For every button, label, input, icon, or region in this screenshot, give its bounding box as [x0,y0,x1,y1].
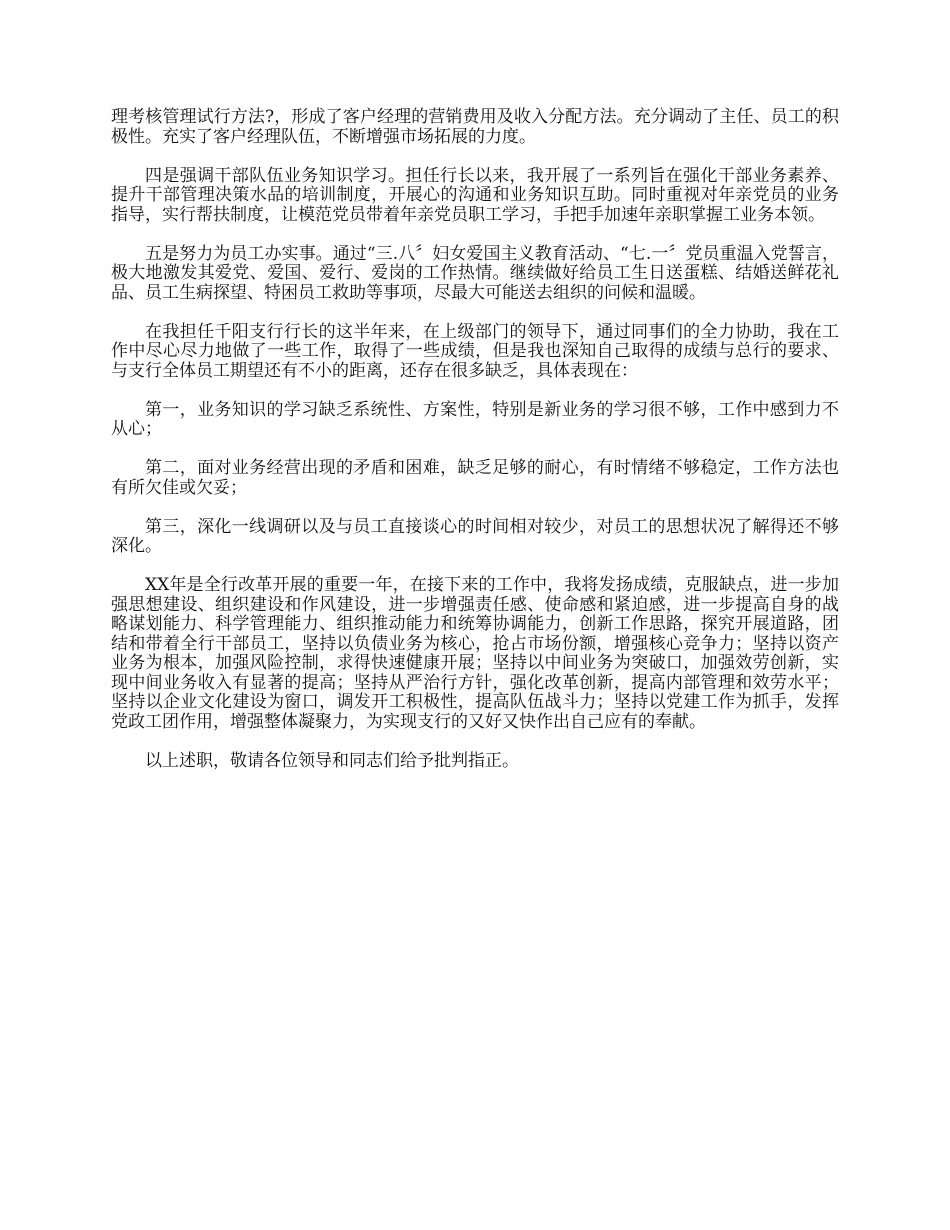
paragraph-employee-care: 五是努力为员工办实事。通过“三.八〞妇女爱国主义教育活动、“七.一〞党员重温入党誓言，极大地激发其爱党、爱国、爱行、爱岗的工作热情。继续做好给员工生日送蛋糕、结婚送鲜花礼品、员工生病探望、特困员工救助等事项，尽最大可能送去组织的问候和温暖。 [111,243,839,303]
document-body [111,108,839,791]
paragraph-shortcoming-1: 第一，业务知识的学习缺乏系统性、方案性，特别是新业务的学习很不够，工作中感到力不从心； [111,399,839,439]
paragraph-future-plan: XX年是全行改革开展的重要一年，在接下来的工作中，我将发扬成绩，克服缺点，进一步加强思想建设、组织建设和作风建设，进一步增强责任感、使命感和紧迫感，进一步提高自身的战略谋划能力、科学管理能力、组织推动能力和统筹协调能力，创新工作思路，探究开展道路，团结和带着全行干部员工，坚持以负债业务为核心，抢占市场份额，增强核心竞争力；坚持以资产业务为根本，加强风险控制，求得快速健康开展；坚持以中间业务为突破口，加强效劳创新，实现中间业务收入有显著的提高；坚持从严治行方针，强化改革创新，提高内部管理和效劳水平；坚持以企业文化建设为窗口，调发开工积极性，提高队伍战斗力；坚持以党建工作为抓手，发挥党政工团作用，增强整体凝聚力，为实现支行的又好又快作出自己应有的奉献。 [111,575,839,732]
paragraph-self-assessment: 在我担任千阳支行行长的这半年来，在上级部门的领导下，通过同事们的全力协助，我在工作中尽心尽力地做了一些工作，取得了一些成绩，但是我也深知自己取得的成绩与总行的要求、与支行全体员工期望还有不小的距离，还存在很多缺乏，具体表现在： [111,321,839,381]
paragraph-shortcoming-2: 第二，面对业务经营出现的矛盾和困难，缺乏足够的耐心，有时情绪不够稳定，工作方法也有所欠佳或欠妥； [111,458,839,498]
paragraph-shortcoming-3: 第三，深化一线调研以及与员工直接谈心的时间相对较少，对员工的思想状况了解得还不够深化。 [111,516,839,556]
paragraph-closing: 以上述职，敬请各位领导和同志们给予批判指正。 [145,750,519,771]
paragraph-cadre-training: 四是强调干部队伍业务知识学习。担任行长以来，我开展了一系列旨在强化干部业务素养、提升干部管理决策水品的培训制度，开展心的沟通和业务知识互助。同时重视对年亲党员的业务指导，实行帮扶制度，让模范党员带着年亲党员职工学习，手把手加速年亲职掌握工业务本领。 [111,165,839,225]
paragraph-continuation: 理考核管理试行方法?，形成了客户经理的营销费用及收入分配方法。充分调动了主任、员工的积极性。充实了客户经理队伍，不断增强市场拓展的力度。 [111,107,839,147]
